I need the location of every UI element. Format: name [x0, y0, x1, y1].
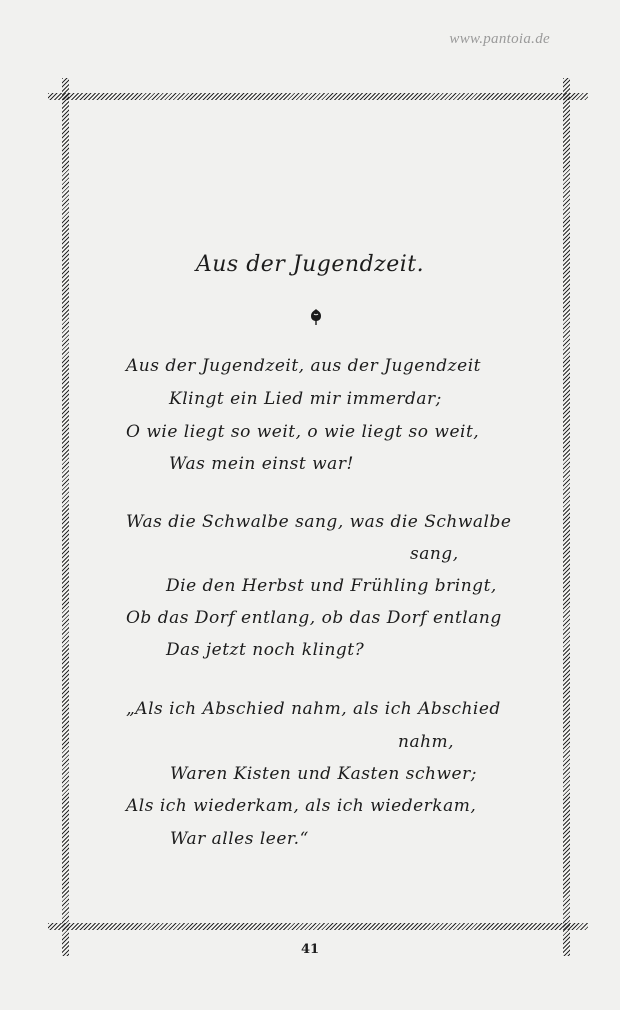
poem-title: Aus der Jugendzeit.: [195, 252, 425, 277]
poem-line: Aus der Jugendzeit, aus der Jugendzeit: [126, 356, 481, 376]
poem-line: Die den Herbst und Frühling bringt,: [166, 576, 497, 596]
leaf-ornament-icon: [309, 308, 323, 326]
poem-line: sang,: [410, 544, 459, 564]
border-left: [62, 78, 69, 956]
border-right: [563, 78, 570, 956]
poem-line: Als ich wiederkam, als ich wiederkam,: [126, 796, 477, 816]
poem-line: Ob das Dorf entlang, ob das Dorf entlang: [126, 608, 502, 628]
poem-line: Was mein einst war!: [169, 454, 354, 474]
poem-line: Das jetzt noch klingt?: [166, 640, 365, 660]
watermark: www.pantoia.de: [449, 31, 550, 47]
poem-line: Klingt ein Lied mir immerdar;: [169, 389, 442, 409]
poem-line: Was die Schwalbe sang, was die Schwalbe: [126, 512, 512, 532]
border-top: [48, 93, 588, 100]
poem-line: „Als ich Abschied nahm, als ich Abschied: [126, 699, 501, 719]
border-bottom: [48, 923, 588, 930]
poem-line: War alles leer.“: [170, 829, 309, 849]
poem-line: nahm,: [398, 732, 455, 752]
poem-line: O wie liegt so weit, o wie liegt so weit,: [126, 422, 480, 442]
page-number: 41: [300, 942, 320, 957]
poem-line: Waren Kisten und Kasten schwer;: [170, 764, 477, 784]
